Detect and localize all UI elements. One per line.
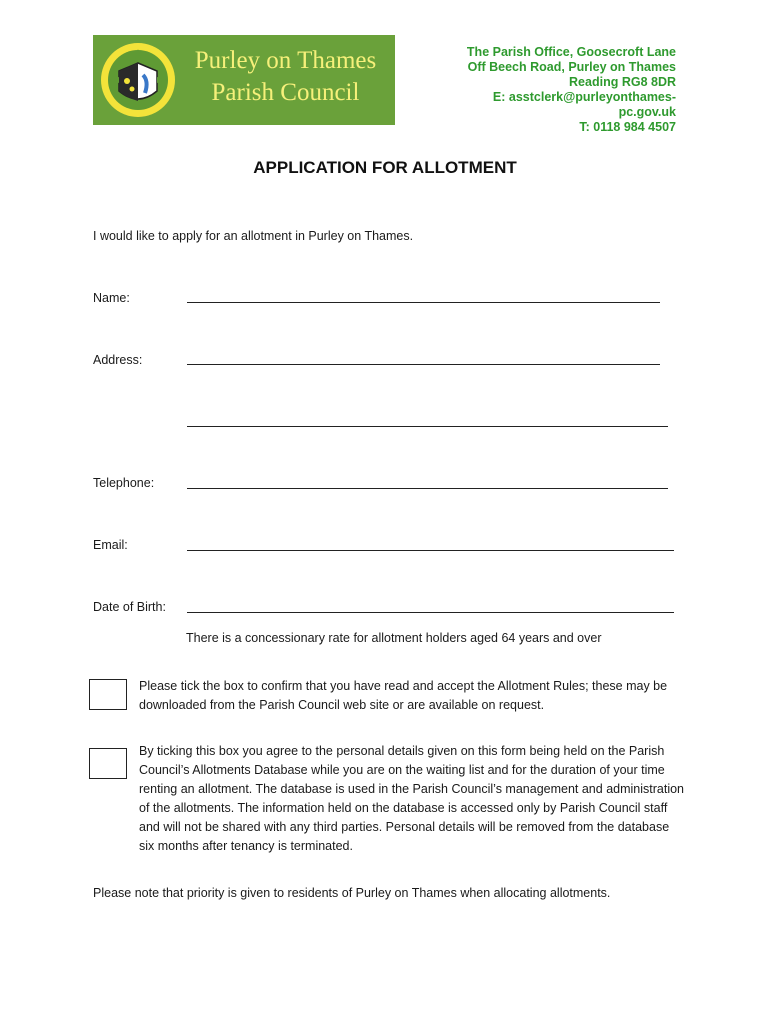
email-field[interactable] bbox=[187, 550, 674, 551]
telephone-label: Telephone: bbox=[93, 476, 155, 490]
contact-line: The Parish Office, Goosecroft Lane bbox=[466, 45, 676, 59]
intro-text: I would like to apply for an allotment in Purley on Thames. bbox=[93, 229, 414, 243]
logo-line-2: Parish Council bbox=[211, 79, 360, 106]
council-logo bbox=[93, 35, 395, 125]
contact-line: Off Beech Road, Purley on Thames bbox=[467, 60, 676, 74]
logo-line-1: Purley on Thames bbox=[194, 47, 377, 74]
contact-line: Reading RG8 8DR bbox=[569, 75, 676, 89]
rules-confirm-text: Please tick the box to confirm that you have read and accept the Allotment Rules; these may be downloaded from the Parish Council web site or are available on request. bbox=[139, 679, 668, 712]
data-consent-text: By ticking this box you agree to the personal details given on this form being held on the Parish Council’s Allotments Database while you are on the waiting list and for the duration of your time renting an allotment. The database is used in the Parish Council’s management and administration of the allotments. The information held on the database is accessed only by Parish Council staff and will not be shared with any third parties. Personal details will be removed from the database six months after tenancy is terminated. bbox=[139, 744, 685, 853]
dob-label: Date of Birth: bbox=[93, 600, 166, 614]
council-emblem-icon bbox=[99, 41, 177, 119]
rules-confirm-checkbox[interactable] bbox=[89, 679, 127, 710]
concession-note: There is a concessionary rate for allotment holders aged 64 years and over bbox=[186, 631, 602, 645]
name-label: Name: bbox=[93, 291, 130, 305]
data-consent-checkbox[interactable] bbox=[89, 748, 127, 779]
address-field-line-2[interactable] bbox=[187, 426, 668, 427]
logo-title bbox=[183, 45, 388, 109]
address-label: Address: bbox=[93, 353, 143, 367]
contact-email-cont: pc.gov.uk bbox=[618, 105, 676, 119]
contact-block bbox=[376, 45, 676, 135]
dob-field[interactable] bbox=[187, 612, 674, 613]
address-field-line-1[interactable] bbox=[187, 364, 660, 365]
page-title: APPLICATION FOR ALLOTMENT bbox=[253, 158, 517, 177]
telephone-field[interactable] bbox=[187, 488, 668, 489]
name-field[interactable] bbox=[187, 302, 660, 303]
priority-note: Please note that priority is given to residents of Purley on Thames when allocating allotments. bbox=[93, 886, 611, 900]
contact-email: E: asstclerk@purleyonthames- bbox=[492, 90, 676, 104]
contact-phone: T: 0118 984 4507 bbox=[579, 120, 676, 134]
email-label: Email: bbox=[93, 538, 128, 552]
